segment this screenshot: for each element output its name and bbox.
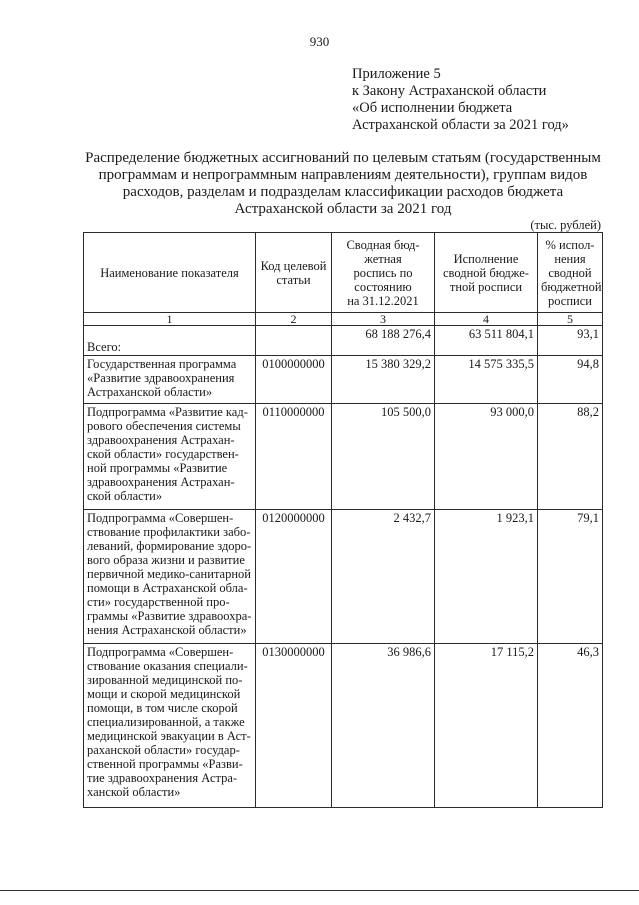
row-plan: 15 380 329,2: [332, 356, 435, 404]
title-line-1: Распределение бюджетных ассигнований по целевым статьям (государственным: [85, 150, 601, 166]
column-number: 2: [256, 313, 332, 326]
row-pct: 46,3: [538, 644, 603, 808]
title-line-4: Астраханской области за 2021 год: [234, 201, 452, 217]
column-number: 3: [332, 313, 435, 326]
header-code: Код целевой статьи: [256, 233, 332, 313]
row-pct: 94,8: [538, 356, 603, 404]
row-exec: 17 115,2: [435, 644, 538, 808]
row-exec: 93 000,0: [435, 404, 538, 510]
appendix-header: [352, 66, 569, 134]
header-name: Наименование показателя: [84, 233, 256, 313]
title-line-3: расходов, разделам и подразделам классификации расходов бюджета: [122, 184, 564, 200]
row-plan: 36 986,6: [332, 644, 435, 808]
header-pct: % испол- нения сводной бюджетной росписи: [538, 233, 603, 313]
row-code: 0110000000: [256, 404, 332, 510]
budget-table: [83, 232, 603, 808]
row-name: Государственная программа «Развитие здравоохранения Астраханской области»: [84, 356, 256, 404]
row-name: Всего:: [84, 326, 256, 356]
row-name: Подпрограмма «Развитие кад- рового обеспечения системы здравоохранения Астрахан- ской области» государствен- ной программы «Развитие здравоохранения Астрахан- ской области»: [84, 404, 256, 510]
column-number-row: [84, 313, 603, 326]
document-title: [60, 150, 626, 218]
appendix-line-1: Приложение 5: [352, 66, 441, 82]
table-row: [84, 510, 603, 644]
row-code: [256, 326, 332, 356]
row-code: 0120000000: [256, 510, 332, 644]
header-plan: Сводная бюд- жетная роспись по состоянию на 31.12.2021: [332, 233, 435, 313]
table-header-row: [84, 233, 603, 313]
column-number: 4: [435, 313, 538, 326]
table-row: [84, 356, 603, 404]
appendix-line-2: к Закону Астраханской области: [352, 83, 547, 99]
row-code: 0130000000: [256, 644, 332, 808]
table-row: [84, 644, 603, 808]
title-line-2: программам и непрограммным направлениям деятельности), группам видов: [98, 167, 588, 183]
column-number: 1: [84, 313, 256, 326]
appendix-line-3: «Об исполнении бюджета: [352, 100, 513, 116]
table-row-total: [84, 326, 603, 356]
row-plan: 68 188 276,4: [332, 326, 435, 356]
row-plan: 105 500,0: [332, 404, 435, 510]
header-exec: Исполнение сводной бюдже- тной росписи: [435, 233, 538, 313]
row-pct: 79,1: [538, 510, 603, 644]
row-name: Подпрограмма «Совершен- ствование оказания специали- зированной медицинской по- мощи и скорой медицинской помощи, в том числе скорой специализированной, а также медицинской эвакуации в Аст- раханской области» государ- ственной программы «Разви- тие здравоохранения Астра- ханской области»: [84, 644, 256, 808]
row-pct: 93,1: [538, 326, 603, 356]
row-exec: 1 923,1: [435, 510, 538, 644]
page-number: 930: [309, 34, 330, 49]
row-exec: 63 511 804,1: [435, 326, 538, 356]
row-exec: 14 575 335,5: [435, 356, 538, 404]
row-plan: 2 432,7: [332, 510, 435, 644]
table-row: [84, 404, 603, 510]
row-name: Подпрограмма «Совершен- ствование профилактики забо- леваний, формирование здоро- вого образа жизни и развитие первичной медико-санитарной помощи в Астраханской обла- сти» государственной про- граммы «Развитие здравоохра- нения Астраханской области»: [84, 510, 256, 644]
appendix-line-4: Астраханской области за 2021 год»: [352, 117, 569, 133]
units-label: (тыс. рублей): [530, 218, 601, 232]
column-number: 5: [538, 313, 603, 326]
row-code: 0100000000: [256, 356, 332, 404]
row-pct: 88,2: [538, 404, 603, 510]
page-bottom-rule: [0, 890, 639, 891]
